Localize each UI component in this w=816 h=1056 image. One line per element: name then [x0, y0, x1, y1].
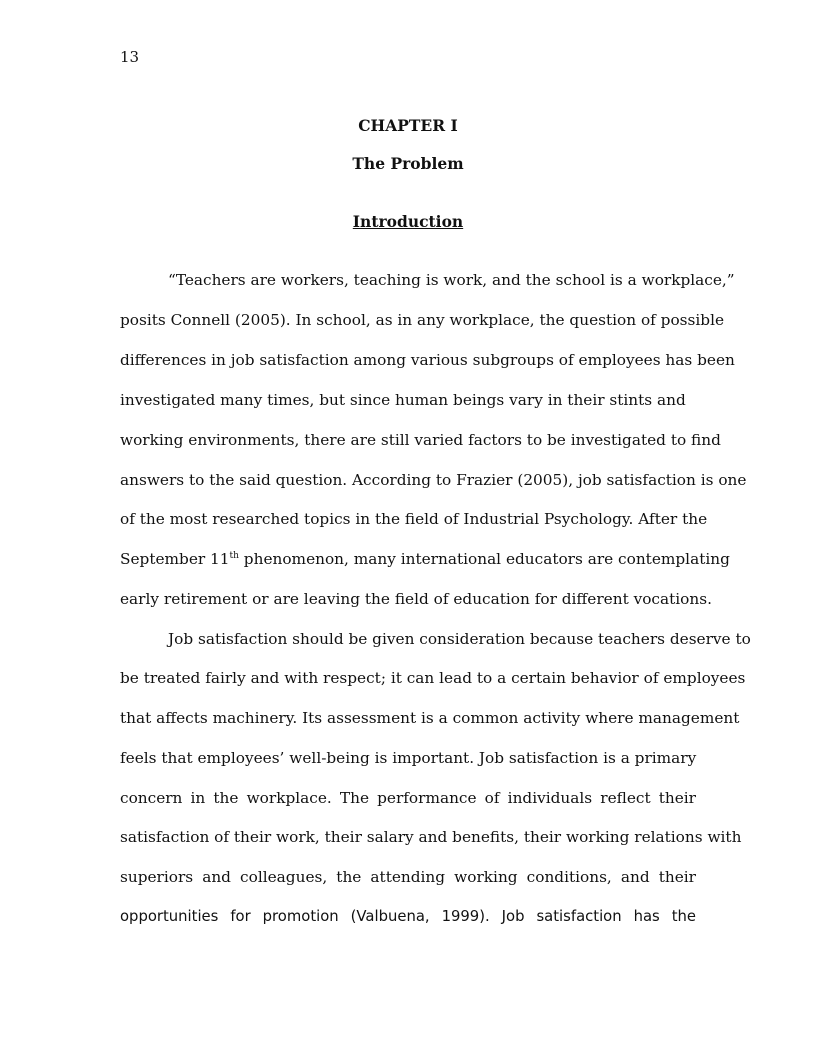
- text-line: that affects machinery. Its assessment is a common activity where management: [120, 709, 740, 727]
- text-line: working environments, there are still varied factors to be investigated to find: [120, 431, 721, 449]
- text-line: superiors and colleagues, the attending working conditions, and their: [120, 868, 696, 886]
- text-line: answers to the said question. According to Frazier (2005), job satisfaction is one: [120, 471, 747, 489]
- text-line: satisfaction of their work, their salary and benefits, their working relations with: [120, 828, 742, 846]
- text-segment: September 11: [120, 550, 230, 568]
- text-line: of the most researched topics in the field of Industrial Psychology. After the: [120, 510, 708, 528]
- text-line: investigated many times, but since human beings vary in their stints and: [120, 391, 686, 409]
- text-line: be treated fairly and with respect; it can lead to a certain behavior of employees: [120, 669, 746, 687]
- text-line: posits Connell (2005). In school, as in any workplace, the question of possible: [120, 311, 725, 329]
- text-line-with-superscript: [120, 549, 730, 569]
- text-line: concern in the workplace. The performance of individuals reflect their: [120, 789, 696, 807]
- chapter-heading: CHAPTER I: [358, 116, 458, 135]
- text-line: opportunities for promotion (Valbuena, 1999). Job satisfaction has the: [120, 908, 696, 925]
- text-segment: phenomenon, many international educators are contemplating: [238, 550, 730, 568]
- section-heading: Introduction: [352, 212, 464, 231]
- text-line: early retirement or are leaving the field of education for different vocations.: [120, 590, 712, 608]
- text-line: Job satisfaction should be given consideration because teachers deserve to: [168, 630, 751, 648]
- text-line: differences in job satisfaction among various subgroups of employees has been: [120, 351, 735, 369]
- ordinal-superscript: th: [229, 550, 239, 561]
- page-number: 13: [120, 48, 140, 66]
- chapter-title: The Problem: [352, 154, 464, 173]
- text-line: feels that employees’ well-being is important. Job satisfaction is a primary: [120, 749, 697, 767]
- text-line: “Teachers are workers, teaching is work, and the school is a workplace,”: [168, 271, 735, 289]
